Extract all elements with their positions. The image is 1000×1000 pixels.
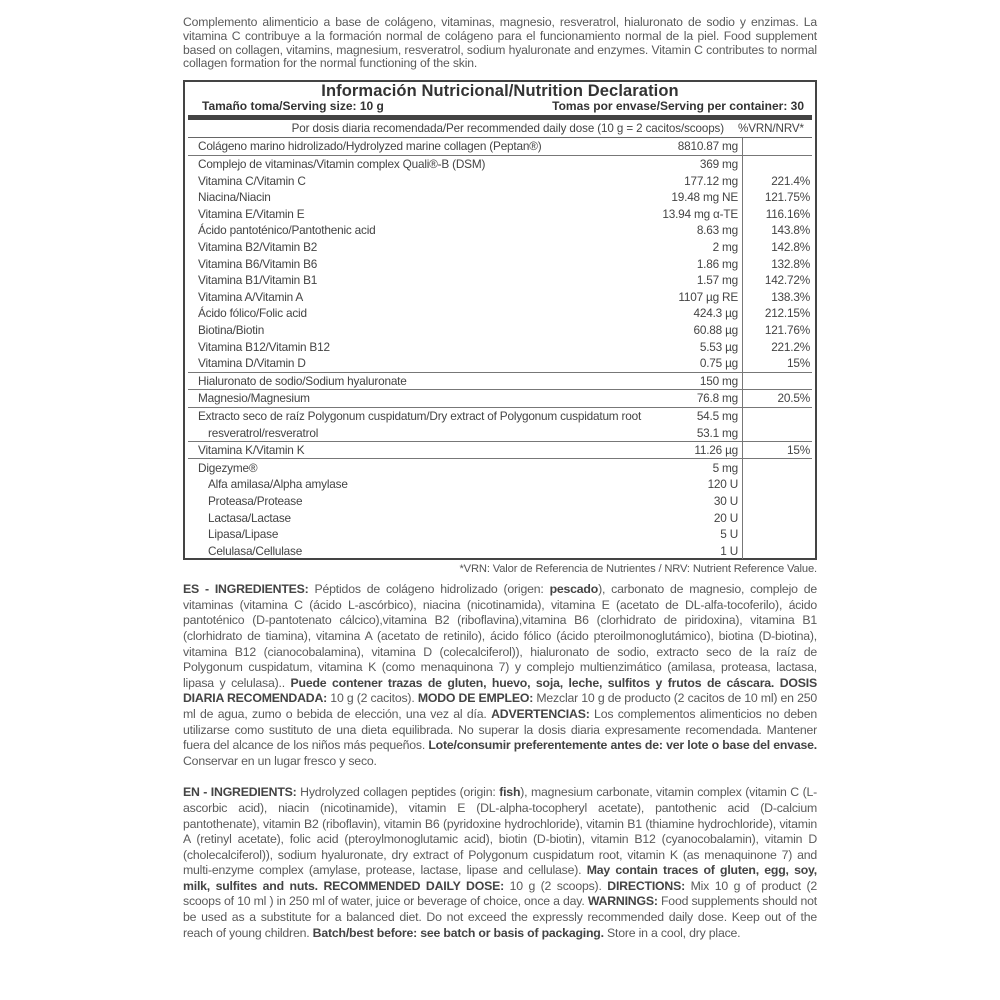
nutrient-nrv	[743, 155, 812, 172]
panel-title: Información Nutricional/Nutrition Declaration	[321, 82, 679, 101]
nutrient-row	[188, 289, 812, 306]
nutrient-row	[188, 509, 812, 526]
nutrient-nrv: 15%	[743, 441, 812, 459]
nutrient-name: Celulasa/Cellulase	[208, 543, 303, 558]
intro-text: Complemento alimenticio a base de colágeno, vitaminas, magnesio, resveratrol, hialuronato de sodio y enzimas. La vitamina C contribuye a la formación normal de colágeno para el funcionamiento normal de la piel. Food supplement based on collagen, vitamins, magnesium, resveratrol, sodium hyaluronate and enzymes. Vitamin C contributes to normal collagen formation for the normal functioning of the skin.	[183, 15, 817, 71]
nutrient-name: Lipasa/Lipase	[208, 527, 279, 542]
es-text-4: Mezclar 10 g de producto (2 cacitos de 10 ml) en 250 ml de agua, zumo o bebida de elección, una vez al día.	[183, 691, 817, 721]
en-text-3: 10 g (2 scoops).	[503, 878, 608, 893]
nutrient-amount: 120 U	[641, 476, 743, 493]
nutrient-row	[188, 407, 812, 424]
nutrient-nrv	[743, 476, 812, 493]
nutrient-nrv	[743, 424, 812, 441]
nutrient-row	[188, 390, 812, 408]
es-label: ES - INGREDIENTES:	[183, 582, 309, 597]
nutrient-amount: 8.63 mg	[641, 222, 743, 239]
nutrient-nrv: 116.16%	[765, 206, 810, 221]
nutrient-name: Hialuronato de sodio/Sodium hyaluronate	[188, 372, 641, 390]
nutrient-nrv	[743, 372, 812, 390]
servings-per-container: Tomas por envase/Serving per container: 30	[552, 99, 804, 114]
serving-row	[188, 100, 812, 113]
nutrient-name: Vitamina B1/Vitamin B1	[198, 273, 318, 288]
nutrient-amount: 1.57 mg	[641, 272, 743, 289]
nutrient-nrv	[743, 509, 812, 526]
nutrient-nrv: 142.8%	[771, 240, 810, 255]
serving-size: Tamaño toma/Serving size: 10 g	[202, 99, 384, 114]
en-label: EN - INGREDIENTS:	[183, 785, 297, 800]
nutrient-name: resveratrol/resveratrol	[208, 425, 319, 440]
nutrient-amount: 0.75 µg	[641, 355, 743, 372]
es-traces: Puede contener trazas de gluten, huevo, soja, leche, sulfitos y frutos de cáscara. DOSIS DIARIA RECOMENDADA:	[183, 675, 817, 706]
nutrient-row	[188, 206, 812, 223]
en-text-5: Food supplements should not be used as a substitute for a balanced diet. Do not exceed the expressly recommended daily dose. Keep out of the reach of young children.	[183, 894, 817, 940]
nutrient-name: Ácido fólico/Folic acid	[198, 306, 307, 321]
nutrient-nrv: 221.2%	[771, 339, 810, 354]
nutrient-nrv: 212.15%	[764, 306, 810, 321]
nutrient-name: Extracto seco de raíz Polygonum cuspidatum/Dry extract of Polygonum cuspidatum root	[188, 407, 641, 424]
nutrient-row	[188, 239, 812, 256]
en-text-2: ), magnesium carbonate, vitamin complex (vitamin C (L-ascorbic acid), niacin (nicotinamide), vitamin E (DL-alpha-tocopheryl acetate), pantothenic acid (D-calcium pantothenate), vitamin B2 (riboflavin), vitamin B6 (pyridoxine hydrochloride), vitamin B1 (thiamine hydrochloride), vitamin A (retinyl acetate), folic acid (pteroylmonoglutamic acid), biotin (D-biotin), vitamin B12 (cyanocobalamin), vitamin D (cholecalciferol)), sodium hyaluronate, dry extract of Polygonum cuspidatum root, vitamin K (as menaquinone 7) and multi-enzyme complex (amylase, protease, lactase, lipase and cellulase).	[183, 785, 817, 878]
nutrient-amount: 5.53 µg	[641, 338, 743, 355]
nutrient-amount: 13.94 mg α-TE	[641, 206, 743, 223]
es-text-2: ), carbonato de magnesio, complejo de vitaminas (vitamina C (ácido L-ascórbico), niacina (nicotinamida), vitamina E (acetato de DL-alfa-tocoferilo), ácido pantoténico (D-pantotenato cálcico),vitamina B2 (riboflavina),vitamina B6 (clorhidrato de piridoxina), vitamina B1 (clorhidrato de tiamina), vitamina A (acetato de retinilo), ácido fólico (ácido pteroilmonoglutámico), biotina (D-biotina), vitamina B12 (cianocobalamina), vitamina D (colecalciferol)), hialuronato de sodio, extracto seco de la raíz de Polygonum cuspidatum, vitamina K (como menaquinona 7) y complejo multienzimático (amilasa, proteasa, lactasa, lipasa y celulasa)..	[183, 582, 817, 690]
es-text-1: Péptidos de colágeno hidrolizado (origen:	[308, 582, 550, 597]
nutrient-nrv: 121.76%	[764, 323, 810, 338]
nutrient-amount: 20 U	[641, 509, 743, 526]
nutrient-nrv	[743, 407, 812, 424]
nutrient-row	[188, 355, 812, 372]
nutrient-amount: 54.5 mg	[641, 407, 743, 424]
en-mode-label: DIRECTIONS:	[607, 878, 685, 893]
nutrient-name: Colágeno marino hidrolizado/Hydrolyzed marine collagen (Peptan®)	[198, 139, 542, 154]
nutrient-name: Vitamina A/Vitamin A	[198, 289, 304, 304]
nutrient-row	[188, 476, 812, 493]
footnote: *VRN: Valor de Referencia de Nutrientes / NRV: Nutrient Reference Value.	[459, 563, 817, 576]
nutrient-amount: 369 mg	[641, 155, 743, 172]
nutrient-amount: 60.88 µg	[641, 322, 743, 339]
ingredients-en	[183, 785, 817, 941]
en-allergen: fish	[499, 785, 521, 800]
nutrient-nrv: 15%	[786, 356, 810, 371]
es-text-3: 10 g (2 cacitos).	[327, 691, 418, 706]
nutrient-amount: 424.3 µg	[641, 305, 743, 322]
nutrient-nrv	[743, 542, 812, 559]
nutrient-amount: 5 U	[641, 526, 743, 543]
nutrient-amount: 2 mg	[641, 239, 743, 256]
nutrient-nrv	[743, 459, 812, 476]
nutrient-row	[188, 155, 812, 172]
nutrient-name: Proteasa/Protease	[208, 493, 303, 508]
nutrient-row	[188, 305, 812, 322]
nutrient-nrv: 138.3%	[771, 289, 810, 304]
nutrient-row	[188, 272, 812, 289]
nutrient-name: Vitamina E/Vitamin E	[198, 206, 305, 221]
nutrient-nrv	[743, 138, 812, 155]
nutrient-nrv: 143.8%	[771, 223, 810, 238]
nutrient-name: Lactasa/Lactase	[208, 510, 291, 525]
en-traces: May contain traces of gluten, egg, soy, milk, sulfites and nuts. RECOMMENDED DAILY DOSE:	[183, 863, 817, 893]
nutrient-nrv	[743, 493, 812, 510]
nutrient-row	[188, 222, 812, 239]
es-lot: Lote/consumir preferentemente antes de: ver lote o base del envase.	[428, 738, 817, 753]
nutrient-row	[188, 459, 812, 476]
pct-header: %VRN/NRV*	[738, 122, 804, 136]
nutrient-amount: 150 mg	[641, 372, 743, 390]
label-page	[183, 16, 817, 941]
es-mode-label: MODO DE EMPLEO:	[417, 691, 534, 706]
en-text-4: Mix 10 g of product (2 scoops of 10 ml ) in 250 ml of water, juice or beverage of choice, once a day.	[183, 878, 817, 909]
en-text-1: Hydrolyzed collagen peptides (origin:	[296, 785, 500, 800]
nutrient-amount: 30 U	[641, 493, 743, 510]
es-text-6: Conservar en un lugar fresco y seco.	[183, 753, 377, 768]
nutrient-nrv: 221.4%	[771, 173, 810, 188]
nutrient-nrv	[743, 526, 812, 543]
column-header	[188, 120, 812, 138]
nutrient-amount: 76.8 mg	[641, 390, 743, 408]
nutrient-row	[188, 255, 812, 272]
nutrient-row	[188, 189, 812, 206]
nutrient-nrv: 121.75%	[764, 190, 810, 205]
nutrient-nrv: 142.72%	[764, 273, 810, 288]
nutrient-name: Niacina/Niacin	[198, 190, 271, 205]
nutrient-amount: 8810.87 mg	[641, 138, 743, 155]
nutrient-name: Biotina/Biotin	[198, 323, 265, 338]
nutrient-name: Vitamina K/Vitamin K	[188, 441, 641, 459]
nutrition-table-body	[188, 138, 812, 559]
nutrition-panel	[183, 80, 817, 560]
en-warnings-label: WARNINGS:	[587, 894, 658, 909]
nutrient-name: Vitamina B2/Vitamin B2	[198, 240, 318, 255]
en-batch: Batch/best before: see batch or basis of packaging.	[312, 925, 604, 940]
nutrient-amount: 1 U	[641, 542, 743, 559]
nutrient-name: Digezyme®	[188, 459, 641, 476]
nutrient-row	[188, 372, 812, 390]
nutrient-row	[188, 424, 812, 441]
nutrient-row	[188, 322, 812, 339]
nutrient-name: Vitamina B12/Vitamin B12	[198, 339, 330, 354]
nutrient-amount: 19.48 mg NE	[641, 189, 743, 206]
nutrient-row	[188, 526, 812, 543]
dose-header: Por dosis diaria recomendada/Per recommended daily dose (10 g = 2 cacitos/scoops)	[291, 122, 724, 136]
nutrient-row	[188, 138, 812, 155]
es-warnings-label: ADVERTENCIAS:	[491, 706, 590, 721]
nutrient-name: Magnesio/Magnesium	[188, 390, 641, 408]
nutrient-name: Ácido pantoténico/Pantothenic acid	[198, 223, 376, 238]
nutrient-amount: 11.26 µg	[641, 441, 743, 459]
nutrient-amount: 5 mg	[641, 459, 743, 476]
nutrient-nrv: 20.5%	[743, 390, 812, 408]
nutrient-amount: 1.86 mg	[641, 255, 743, 272]
es-allergen: pescado	[549, 582, 599, 597]
nutrient-name: Vitamina C/Vitamin C	[198, 173, 306, 188]
nutrient-row	[188, 172, 812, 189]
nutrient-row	[188, 542, 812, 559]
nutrient-name: Alfa amilasa/Alpha amylase	[208, 477, 348, 492]
nutrient-amount: 1107 µg RE	[641, 289, 743, 306]
nutrient-row	[188, 338, 812, 355]
nutrient-nrv: 132.8%	[771, 256, 810, 271]
nutrient-row	[188, 441, 812, 459]
en-text-6: Store in a cool, dry place.	[603, 925, 741, 940]
ingredients-es	[183, 582, 817, 769]
nutrient-amount: 53.1 mg	[641, 424, 743, 441]
nutrient-name: Vitamina B6/Vitamin B6	[198, 256, 318, 271]
nutrient-name: Vitamina D/Vitamin D	[198, 356, 306, 371]
nutrient-amount: 177.12 mg	[641, 172, 743, 189]
nutrient-name: Complejo de vitaminas/Vitamin complex Quali®-B (DSM)	[188, 155, 641, 172]
nutrient-row	[188, 493, 812, 510]
es-text-5: Los complementos alimenticios no deben utilizarse como sustituto de una dieta equilibrada. No superar la dosis diaria expresamente recomendada. Mantener fuera del alcance de los niños más pequeños.	[183, 706, 817, 753]
nutrition-table	[188, 138, 812, 559]
